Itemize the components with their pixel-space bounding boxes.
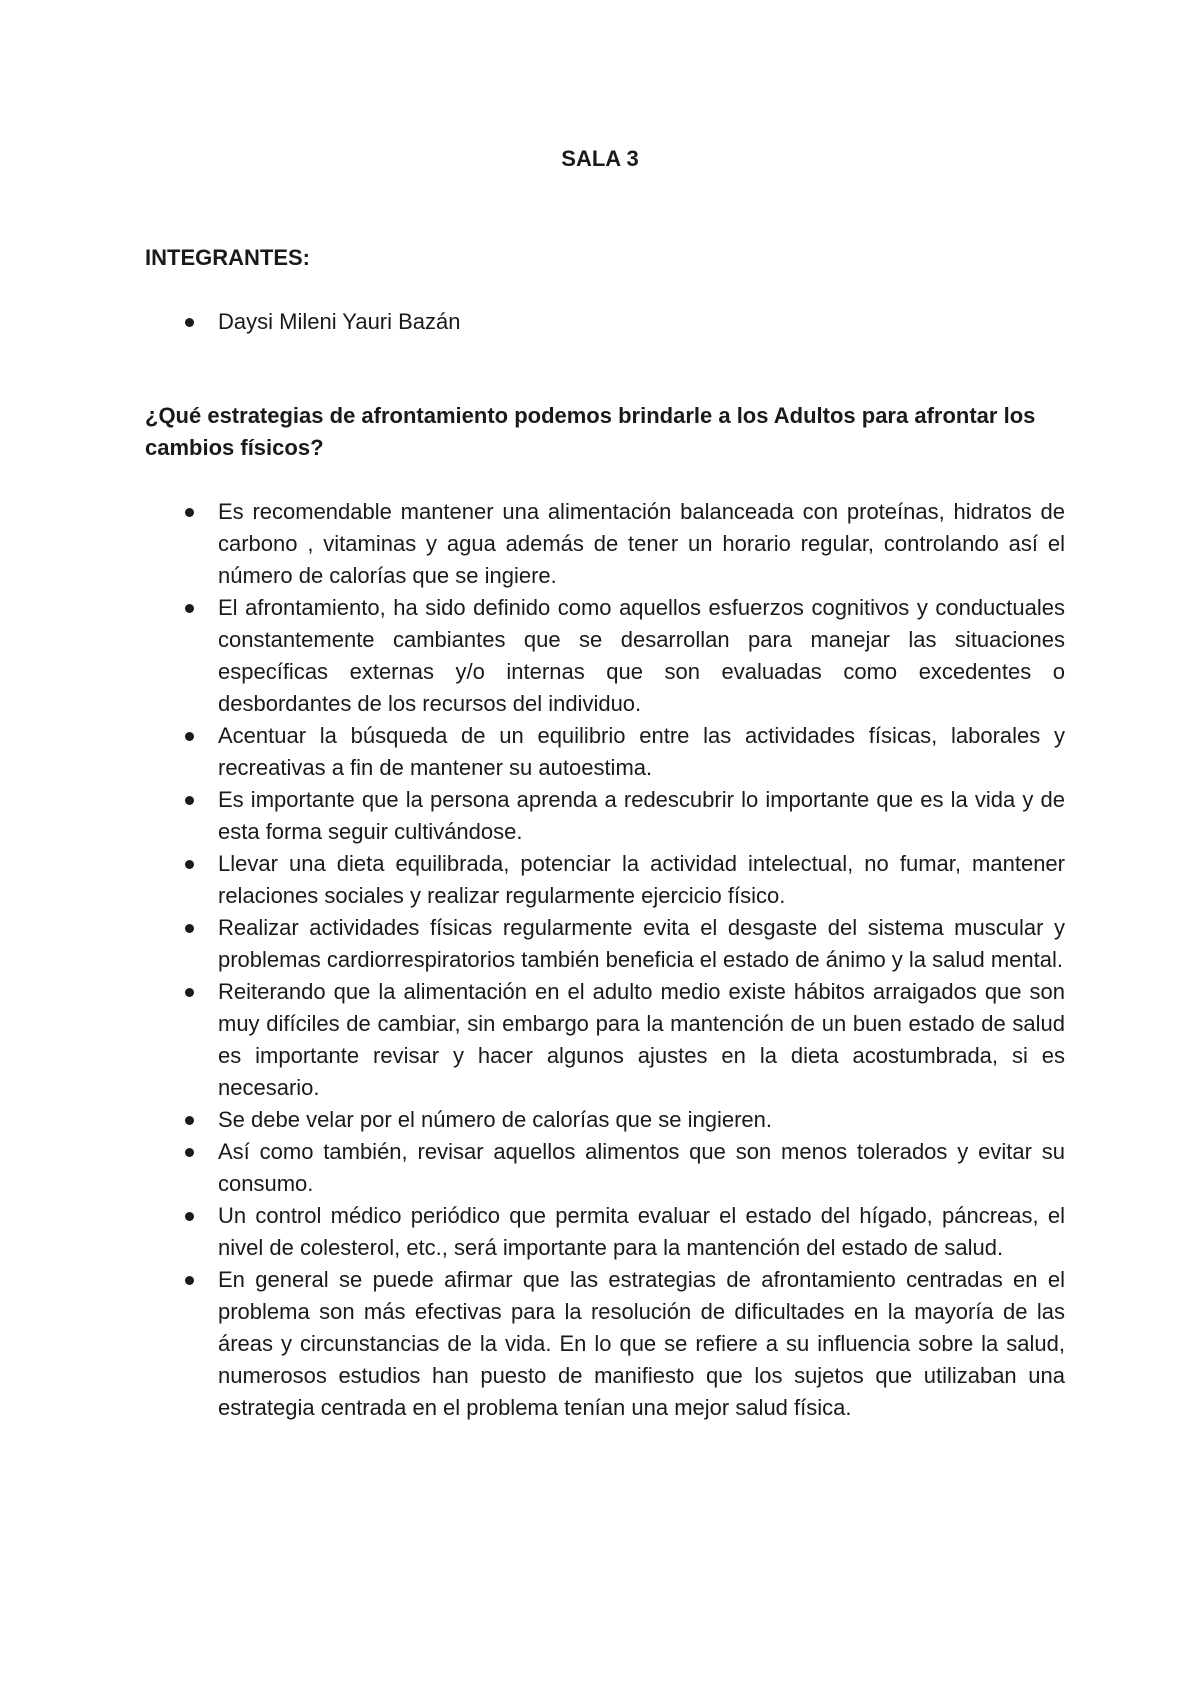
strategy-item [145,1104,1065,1136]
strategy-text: Se debe velar por el número de calorías que se ingieren. [218,1107,773,1132]
strategy-text: Así como también, revisar aquellos alimentos que son menos tolerados y evitar su consumo. [218,1139,1065,1196]
strategy-item [145,1200,1065,1264]
strategy-text: En general se puede afirmar que las estrategias de afrontamiento centradas en el problema son más efectivas para la resolución de dificultades en la mayoría de las áreas y circunstancias de la vida. En lo que se refiere a su influencia sobre la salud, numerosos estudios han puesto de manifiesto que los sujetos que utilizaban una estrategia centrada en el problema tenían una mejor salud física. [218,1267,1065,1420]
bullet-icon [185,924,194,933]
strategy-text: Es recomendable mantener una alimentación balanceada con proteínas, hidratos de carbono , vitaminas y agua además de tener un horario regular, controlando así el número de calorías que se ingiere. [218,499,1065,588]
strategy-text: Acentuar la búsqueda de un equilibrio entre las actividades físicas, laborales y recreativas a fin de mantener su autoestima. [218,723,1065,780]
bullet-icon [185,732,194,741]
strategy-item [145,592,1065,720]
strategy-item [145,1264,1065,1424]
bullet-icon [185,860,194,869]
question-heading: ¿Qué estrategias de afrontamiento podemos brindarle a los Adultos para afrontar los cambios físicos? [145,403,1036,460]
strategy-text: Un control médico periódico que permita evaluar el estado del hígado, páncreas, el nivel de colesterol, etc., será importante para la mantención del estado de salud. [218,1203,1065,1260]
strategy-text: Reiterando que la alimentación en el adulto medio existe hábitos arraigados que son muy difíciles de cambiar, sin embargo para la mantención de un buen estado de salud es importante revisar y hacer algunos ajustes en la dieta acostumbrada, si es necesario. [218,979,1065,1100]
strategy-item [145,976,1065,1104]
strategy-item [145,720,1065,784]
strategy-item [145,784,1065,848]
bullet-icon [185,604,194,613]
strategy-item [145,912,1065,976]
bullet-icon [185,988,194,997]
members-heading: INTEGRANTES: [145,245,310,270]
strategy-item [145,1136,1065,1200]
strategy-text: Es importante que la persona aprenda a redescubrir lo importante que es la vida y de esta forma seguir cultivándose. [218,787,1065,844]
bullet-icon [185,1116,194,1125]
members-list [145,306,1065,338]
strategy-text: Llevar una dieta equilibrada, potenciar la actividad intelectual, no fumar, mantener relaciones sociales y realizar regularmente ejercicio físico. [218,851,1065,908]
member-item [145,306,1065,338]
strategy-item [145,848,1065,912]
bullet-icon [185,1148,194,1157]
strategy-item [145,496,1065,592]
bullet-icon [185,796,194,805]
bullet-icon [185,318,194,327]
strategy-text: Realizar actividades físicas regularmente evita el desgaste del sistema muscular y problemas cardiorrespiratorios también beneficia el estado de ánimo y la salud mental. [218,915,1065,972]
document-title: SALA 3 [561,146,639,171]
member-name: Daysi Mileni Yauri Bazán [218,309,461,334]
strategy-text: El afrontamiento, ha sido definido como aquellos esfuerzos cognitivos y conductuales constantemente cambiantes que se desarrollan para manejar las situaciones específicas externas y/o internas que son evaluadas como excedentes o desbordantes de los recursos del individuo. [218,595,1065,716]
strategies-list [145,496,1065,1424]
bullet-icon [185,1276,194,1285]
bullet-icon [185,1212,194,1221]
bullet-icon [185,508,194,517]
